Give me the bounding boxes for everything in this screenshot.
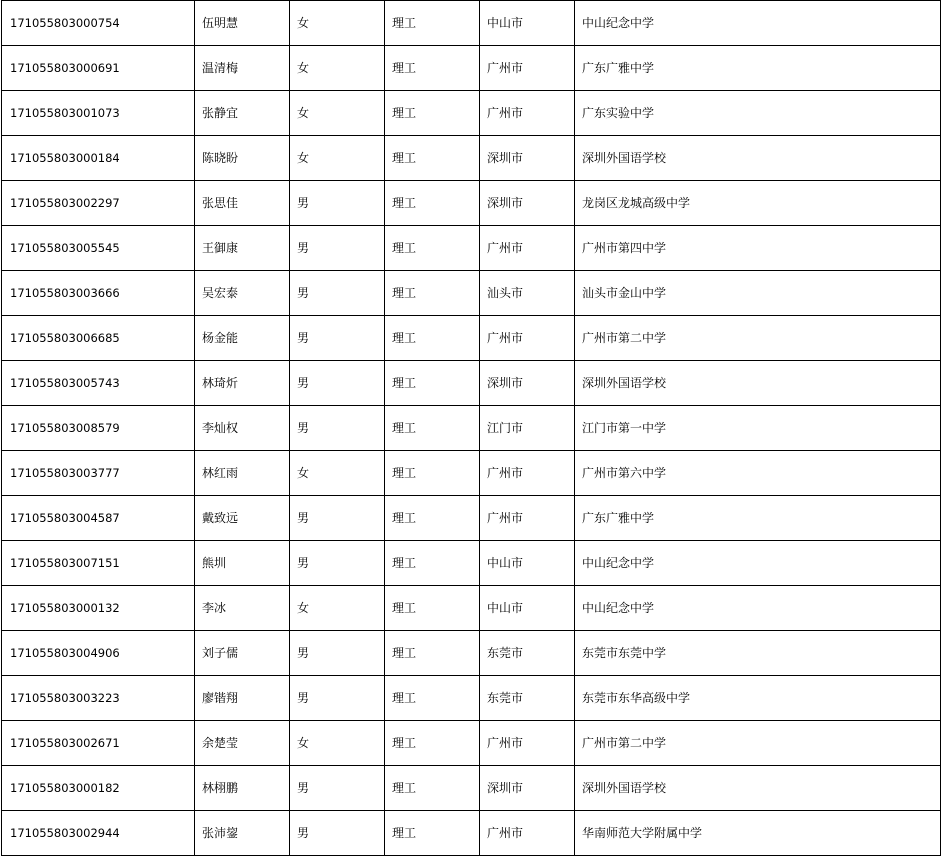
city-cell: 江门市 <box>480 406 575 451</box>
category-cell: 理工 <box>385 676 480 721</box>
gender-cell: 女 <box>290 721 385 766</box>
city-cell: 广州市 <box>480 91 575 136</box>
candidate-number-cell: 171055803006685 <box>2 316 195 361</box>
name-cell: 陈晓盼 <box>195 136 290 181</box>
city-cell: 广州市 <box>480 226 575 271</box>
candidate-number-cell: 171055803004906 <box>2 631 195 676</box>
table-row <box>2 451 941 496</box>
gender-cell: 男 <box>290 676 385 721</box>
school-cell: 龙岗区龙城高级中学 <box>575 181 941 226</box>
category-cell: 理工 <box>385 406 480 451</box>
name-cell: 戴致远 <box>195 496 290 541</box>
table-row <box>2 406 941 451</box>
category-cell: 理工 <box>385 451 480 496</box>
name-cell: 温清梅 <box>195 46 290 91</box>
name-cell: 吴宏泰 <box>195 271 290 316</box>
category-cell: 理工 <box>385 586 480 631</box>
school-cell: 深圳外国语学校 <box>575 766 941 811</box>
candidate-number-cell: 171055803005545 <box>2 226 195 271</box>
gender-cell: 男 <box>290 766 385 811</box>
candidate-number-cell: 171055803000754 <box>2 1 195 46</box>
school-cell: 广东广雅中学 <box>575 496 941 541</box>
candidate-number-cell: 171055803003666 <box>2 271 195 316</box>
school-cell: 中山纪念中学 <box>575 1 941 46</box>
school-cell: 广州市第六中学 <box>575 451 941 496</box>
school-cell: 广东广雅中学 <box>575 46 941 91</box>
gender-cell: 男 <box>290 361 385 406</box>
city-cell: 汕头市 <box>480 271 575 316</box>
school-cell: 广州市第四中学 <box>575 226 941 271</box>
table-row <box>2 136 941 181</box>
city-cell: 广州市 <box>480 316 575 361</box>
table-row <box>2 316 941 361</box>
gender-cell: 女 <box>290 586 385 631</box>
candidate-number-cell: 171055803002297 <box>2 181 195 226</box>
name-cell: 林红雨 <box>195 451 290 496</box>
category-cell: 理工 <box>385 181 480 226</box>
gender-cell: 女 <box>290 451 385 496</box>
name-cell: 张沛鋆 <box>195 811 290 856</box>
table-row <box>2 1 941 46</box>
table-row <box>2 496 941 541</box>
table-body <box>2 1 941 856</box>
table-row <box>2 811 941 856</box>
candidate-number-cell: 171055803003777 <box>2 451 195 496</box>
candidate-number-cell: 171055803001073 <box>2 91 195 136</box>
table-row <box>2 586 941 631</box>
category-cell: 理工 <box>385 91 480 136</box>
category-cell: 理工 <box>385 46 480 91</box>
category-cell: 理工 <box>385 541 480 586</box>
table-row <box>2 271 941 316</box>
gender-cell: 男 <box>290 316 385 361</box>
category-cell: 理工 <box>385 766 480 811</box>
gender-cell: 女 <box>290 91 385 136</box>
candidate-number-cell: 171055803008579 <box>2 406 195 451</box>
category-cell: 理工 <box>385 496 480 541</box>
name-cell: 张静宜 <box>195 91 290 136</box>
candidate-number-cell: 171055803000132 <box>2 586 195 631</box>
name-cell: 廖锴翔 <box>195 676 290 721</box>
candidate-number-cell: 171055803000184 <box>2 136 195 181</box>
admission-list-table <box>1 0 941 856</box>
candidate-number-cell: 171055803004587 <box>2 496 195 541</box>
table-row <box>2 46 941 91</box>
name-cell: 李灿权 <box>195 406 290 451</box>
candidate-number-cell: 171055803005743 <box>2 361 195 406</box>
table-row <box>2 631 941 676</box>
gender-cell: 男 <box>290 811 385 856</box>
gender-cell: 男 <box>290 181 385 226</box>
city-cell: 深圳市 <box>480 181 575 226</box>
category-cell: 理工 <box>385 811 480 856</box>
table-row <box>2 181 941 226</box>
candidate-number-cell: 171055803000691 <box>2 46 195 91</box>
table-row <box>2 676 941 721</box>
school-cell: 中山纪念中学 <box>575 586 941 631</box>
gender-cell: 男 <box>290 406 385 451</box>
candidate-number-cell: 171055803000182 <box>2 766 195 811</box>
city-cell: 中山市 <box>480 541 575 586</box>
school-cell: 广州市第二中学 <box>575 721 941 766</box>
category-cell: 理工 <box>385 721 480 766</box>
city-cell: 广州市 <box>480 496 575 541</box>
gender-cell: 男 <box>290 541 385 586</box>
table-row <box>2 91 941 136</box>
category-cell: 理工 <box>385 226 480 271</box>
school-cell: 东莞市东莞中学 <box>575 631 941 676</box>
candidate-number-cell: 171055803007151 <box>2 541 195 586</box>
candidate-number-cell: 171055803002944 <box>2 811 195 856</box>
name-cell: 林琦炘 <box>195 361 290 406</box>
table-row <box>2 226 941 271</box>
city-cell: 广州市 <box>480 721 575 766</box>
gender-cell: 男 <box>290 631 385 676</box>
school-cell: 华南师范大学附属中学 <box>575 811 941 856</box>
category-cell: 理工 <box>385 136 480 181</box>
gender-cell: 女 <box>290 1 385 46</box>
category-cell: 理工 <box>385 271 480 316</box>
name-cell: 杨金能 <box>195 316 290 361</box>
city-cell: 深圳市 <box>480 766 575 811</box>
name-cell: 余楚莹 <box>195 721 290 766</box>
name-cell: 熊圳 <box>195 541 290 586</box>
school-cell: 汕头市金山中学 <box>575 271 941 316</box>
table-row <box>2 721 941 766</box>
city-cell: 广州市 <box>480 451 575 496</box>
table-row <box>2 361 941 406</box>
category-cell: 理工 <box>385 361 480 406</box>
school-cell: 广州市第二中学 <box>575 316 941 361</box>
school-cell: 深圳外国语学校 <box>575 136 941 181</box>
candidate-number-cell: 171055803002671 <box>2 721 195 766</box>
gender-cell: 男 <box>290 496 385 541</box>
school-cell: 中山纪念中学 <box>575 541 941 586</box>
table-row <box>2 541 941 586</box>
name-cell: 王御康 <box>195 226 290 271</box>
city-cell: 广州市 <box>480 811 575 856</box>
name-cell: 林栩鹏 <box>195 766 290 811</box>
city-cell: 东莞市 <box>480 631 575 676</box>
school-cell: 广东实验中学 <box>575 91 941 136</box>
category-cell: 理工 <box>385 631 480 676</box>
city-cell: 东莞市 <box>480 676 575 721</box>
candidate-number-cell: 171055803003223 <box>2 676 195 721</box>
gender-cell: 男 <box>290 271 385 316</box>
table-row <box>2 766 941 811</box>
school-cell: 东莞市东华高级中学 <box>575 676 941 721</box>
gender-cell: 女 <box>290 136 385 181</box>
category-cell: 理工 <box>385 316 480 361</box>
city-cell: 中山市 <box>480 586 575 631</box>
city-cell: 中山市 <box>480 1 575 46</box>
gender-cell: 男 <box>290 226 385 271</box>
name-cell: 李冰 <box>195 586 290 631</box>
category-cell: 理工 <box>385 1 480 46</box>
name-cell: 刘子儒 <box>195 631 290 676</box>
gender-cell: 女 <box>290 46 385 91</box>
city-cell: 深圳市 <box>480 361 575 406</box>
city-cell: 深圳市 <box>480 136 575 181</box>
school-cell: 江门市第一中学 <box>575 406 941 451</box>
school-cell: 深圳外国语学校 <box>575 361 941 406</box>
name-cell: 张思佳 <box>195 181 290 226</box>
city-cell: 广州市 <box>480 46 575 91</box>
name-cell: 伍明慧 <box>195 1 290 46</box>
